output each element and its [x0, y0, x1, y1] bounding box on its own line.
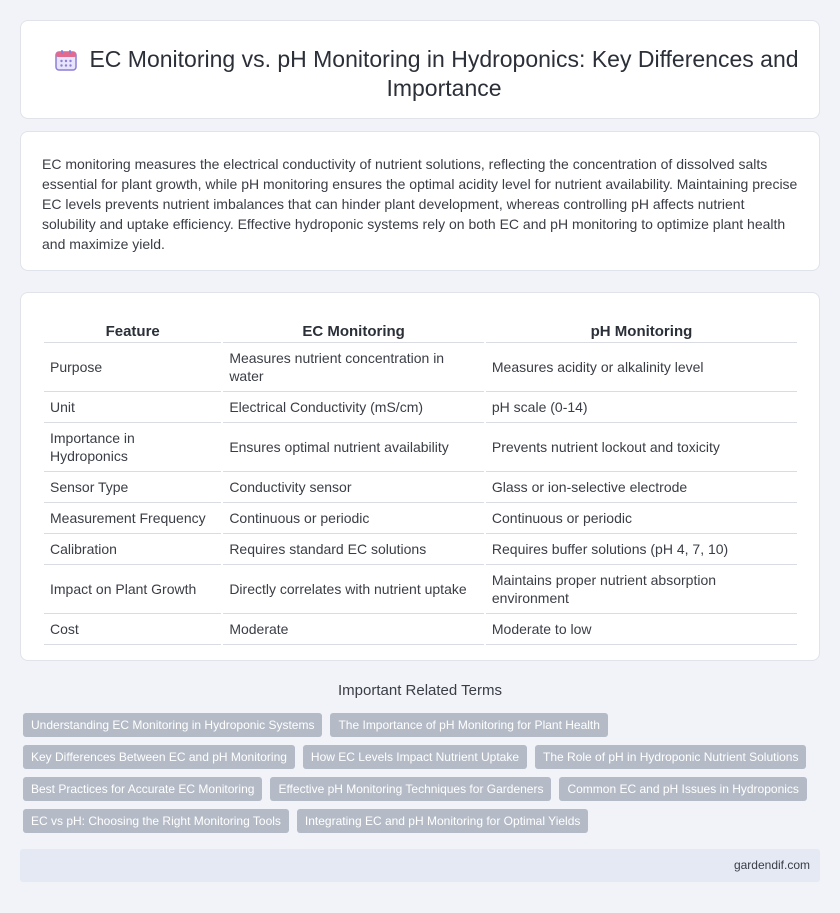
- ec-cell: Electrical Conductivity (mS/cm): [223, 392, 484, 423]
- ph-cell: Prevents nutrient lockout and toxicity: [486, 423, 797, 472]
- header-card: [20, 20, 820, 119]
- page-title: EC Monitoring vs. pH Monitoring in Hydroponics: Key Differences and Importance: [89, 46, 799, 101]
- related-term-tag[interactable]: Best Practices for Accurate EC Monitoring: [23, 777, 262, 801]
- related-term-tag[interactable]: Integrating EC and pH Monitoring for Optimal Yields: [297, 809, 588, 833]
- table-row: [44, 534, 797, 565]
- feature-cell: Sensor Type: [44, 472, 221, 503]
- ec-cell: Continuous or periodic: [223, 503, 484, 534]
- ph-cell: Moderate to low: [486, 614, 797, 645]
- ec-cell: Moderate: [223, 614, 484, 645]
- ec-cell: Ensures optimal nutrient availability: [223, 423, 484, 472]
- ph-cell: Maintains proper nutrient absorption environment: [486, 565, 797, 614]
- table-row: [44, 614, 797, 645]
- feature-cell: Purpose: [44, 343, 221, 392]
- table-row: [44, 565, 797, 614]
- related-term-tag[interactable]: Common EC and pH Issues in Hydroponics: [559, 777, 806, 801]
- feature-cell: Cost: [44, 614, 221, 645]
- ec-cell: Directly correlates with nutrient uptake: [223, 565, 484, 614]
- comparison-table-card: [20, 292, 820, 661]
- ec-cell: Requires standard EC solutions: [223, 534, 484, 565]
- related-term-tag[interactable]: The Importance of pH Monitoring for Plant Health: [330, 713, 607, 737]
- footer: [20, 849, 820, 882]
- footer-site-link[interactable]: gardendif.com: [733, 858, 810, 872]
- feature-cell: Measurement Frequency: [44, 503, 221, 534]
- ec-cell: Conductivity sensor: [223, 472, 484, 503]
- summary-text: EC monitoring measures the electrical conductivity of nutrient solutions, reflecting the concentration of dissolved salts essential for plant growth, while pH monitoring ensures the optimal acidity level for nutrient availability. Maintaining precise EC levels prevents nutrient imbalances that can hinder plant development, whereas controlling pH affects nutrient solubility and uptake efficiency. Effective hydroponic systems rely on both EC and pH monitoring to optimize plant health and maximize yield.: [42, 156, 798, 252]
- table-row: [44, 423, 797, 472]
- ph-cell: Measures acidity or alkalinity level: [486, 343, 797, 392]
- related-terms-list: [23, 713, 813, 841]
- ph-cell: Continuous or periodic: [486, 503, 797, 534]
- header-ph-monitoring: pH Monitoring: [486, 311, 797, 343]
- comparison-table: [42, 311, 799, 645]
- related-term-tag[interactable]: Key Differences Between EC and pH Monitoring: [23, 745, 295, 769]
- header-feature: Feature: [44, 311, 221, 343]
- table-row: [44, 343, 797, 392]
- related-term-tag[interactable]: How EC Levels Impact Nutrient Uptake: [303, 745, 527, 769]
- ph-cell: Glass or ion-selective electrode: [486, 472, 797, 503]
- summary-card: [20, 131, 820, 271]
- related-term-tag[interactable]: Effective pH Monitoring Techniques for Gardeners: [270, 777, 551, 801]
- related-terms-title: Important Related Terms: [338, 682, 502, 699]
- feature-cell: Unit: [44, 392, 221, 423]
- related-term-tag[interactable]: EC vs pH: Choosing the Right Monitoring Tools: [23, 809, 289, 833]
- table-row: [44, 503, 797, 534]
- header-ec-monitoring: EC Monitoring: [223, 311, 484, 343]
- feature-cell: Importance in Hydroponics: [44, 423, 221, 472]
- table-row: [44, 392, 797, 423]
- related-term-tag[interactable]: Understanding EC Monitoring in Hydroponic Systems: [23, 713, 322, 737]
- ec-cell: Measures nutrient concentration in water: [223, 343, 484, 392]
- ph-cell: Requires buffer solutions (pH 4, 7, 10): [486, 534, 797, 565]
- table-header-row: [44, 311, 797, 343]
- related-term-tag[interactable]: The Role of pH in Hydroponic Nutrient Solutions: [535, 745, 806, 769]
- feature-cell: Calibration: [44, 534, 221, 565]
- feature-cell: Impact on Plant Growth: [44, 565, 221, 614]
- table-row: [44, 472, 797, 503]
- ph-cell: pH scale (0-14): [486, 392, 797, 423]
